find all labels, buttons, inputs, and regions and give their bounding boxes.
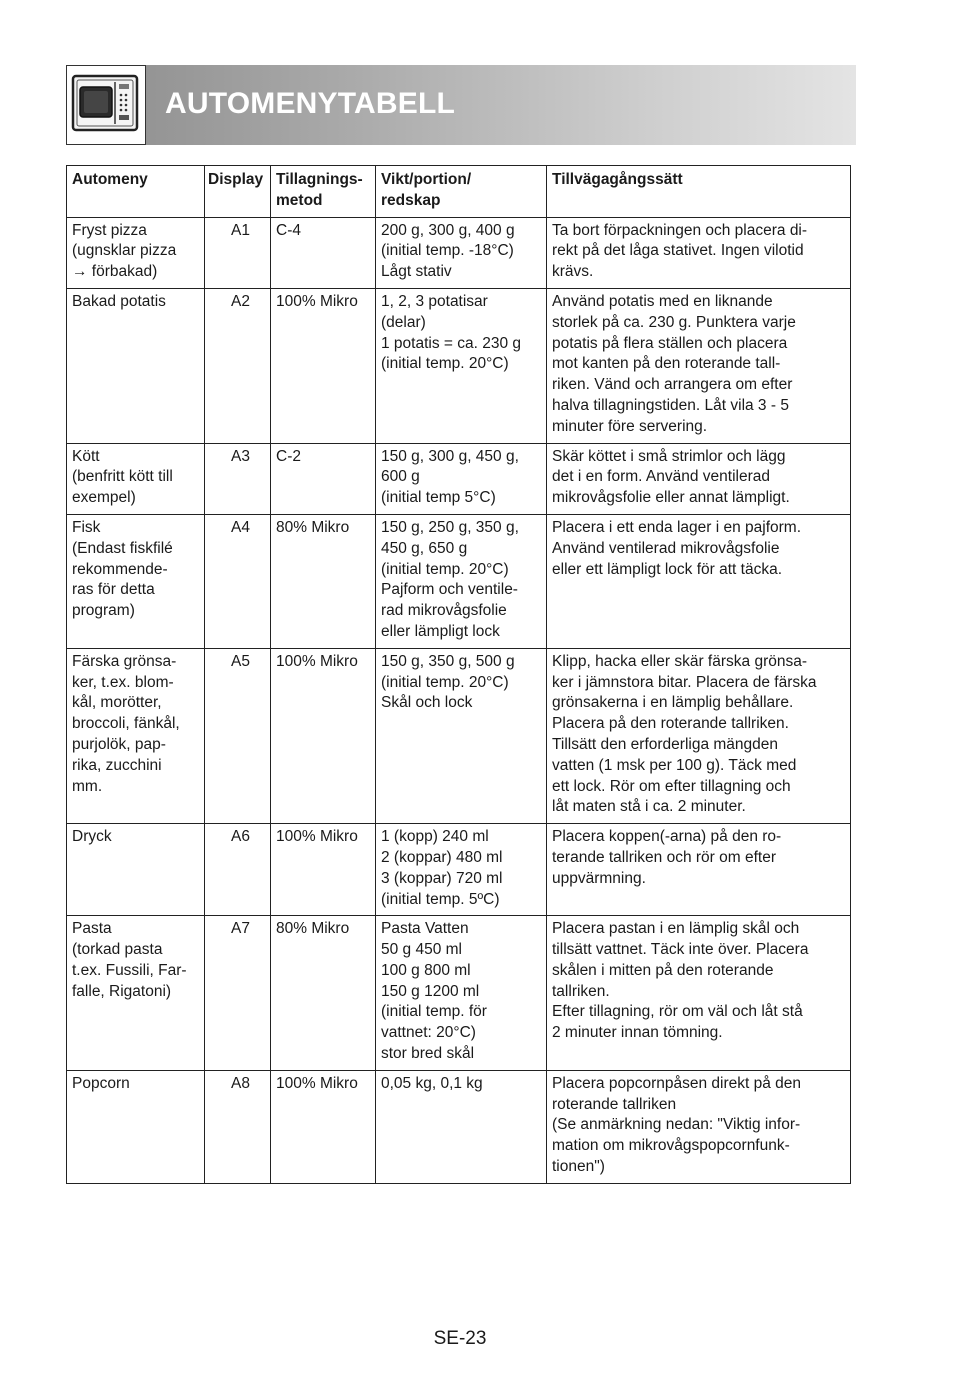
cell-menu: Fryst pizza (ugnsklar pizza → förbakad) (67, 217, 205, 288)
cell-weight: Pasta Vatten 50 g 450 ml 100 g 800 ml 150 g 1200 ml (initial temp. för vattnet: 20°C) stor bred skål (376, 916, 547, 1071)
cell-display: A2 (205, 288, 271, 443)
cell-procedure: Använd potatis med en liknande storlek på ca. 230 g. Punktera varje potatis på flera ställen och placera mot kanten på den roterande tall- riken. Vänd och arrangera om efter halva tillagningstiden. Låt vila 3 - 5 minuter före servering. (547, 288, 851, 443)
table-row (67, 514, 851, 648)
cell-menu: Pasta (torkad pasta t.ex. Fussili, Far- falle, Rigatoni) (67, 916, 205, 1071)
page-title: AUTOMENYTABELL (165, 87, 456, 120)
table-row (67, 217, 851, 288)
table-row (67, 648, 851, 823)
cell-display: A6 (205, 824, 271, 916)
table-row (67, 1070, 851, 1183)
cell-weight: 1 (kopp) 240 ml 2 (koppar) 480 ml 3 (koppar) 720 ml (initial temp. 5ºC) (376, 824, 547, 916)
cell-procedure: Placera pastan i en lämplig skål och tillsätt vattnet. Täck inte över. Placera skålen i mitten på den roterande tallriken. Efter tillagning, rör om väl och låt stå 2 minuter innan tömning. (547, 916, 851, 1071)
microwave-icon-box (66, 65, 146, 145)
cell-display: A1 (205, 217, 271, 288)
cell-method: 100% Mikro (271, 648, 376, 823)
table-row (67, 443, 851, 514)
cell-display: A7 (205, 916, 271, 1071)
cell-procedure: Placera i ett enda lager i en pajform. Använd ventilerad mikrovågsfolie eller ett lämpligt lock för att täcka. (547, 514, 851, 648)
cell-weight: 1, 2, 3 potatisar (delar) 1 potatis = ca. 230 g (initial temp. 20°C) (376, 288, 547, 443)
cell-weight: 200 g, 300 g, 400 g (initial temp. -18°C) Lågt stativ (376, 217, 547, 288)
section-header (66, 65, 856, 145)
table-row (67, 824, 851, 916)
automenu-table (66, 165, 851, 1184)
cell-display: A3 (205, 443, 271, 514)
cell-display: A4 (205, 514, 271, 648)
header-method: Tillagnings- metod (271, 166, 376, 218)
cell-display: A5 (205, 648, 271, 823)
cell-procedure: Skär köttet i små strimlor och lägg det i en form. Använd ventilerad mikrovågsfolie eller annat lämpligt. (547, 443, 851, 514)
cell-method: C-4 (271, 217, 376, 288)
cell-procedure: Placera koppen(-arna) på den ro- terande tallriken och rör om efter uppvärmning. (547, 824, 851, 916)
table-row (67, 288, 851, 443)
cell-menu: Dryck (67, 824, 205, 916)
cell-menu: Popcorn (67, 1070, 205, 1183)
cell-procedure: Klipp, hacka eller skär färska grönsa- ker i jämnstora bitar. Placera de färska grönsakerna i en lämplig behållare. Placera på den roterande tallriken. Tillsätt den erforderliga mängden vatten (1 msk per 100 g). Täck med ett lock. Rör om efter tillagning och låt maten stå i ca. 2 minuter. (547, 648, 851, 823)
table-header-row (67, 166, 851, 218)
header-weight: Vikt/portion/ redskap (376, 166, 547, 218)
cell-menu: Färska grönsa- ker, t.ex. blom- kål, morötter, broccoli, fänkål, purjolök, pap- rika, zucchini mm. (67, 648, 205, 823)
cell-method: 100% Mikro (271, 288, 376, 443)
cell-method: 100% Mikro (271, 824, 376, 916)
cell-method: 80% Mikro (271, 514, 376, 648)
cell-procedure: Placera popcornpåsen direkt på den roterande tallriken (Se anmärkning nedan: "Viktig infor- mation om mikrovågspopcornfunk- tionen") (547, 1070, 851, 1183)
cell-method: 100% Mikro (271, 1070, 376, 1183)
cell-display: A8 (205, 1070, 271, 1183)
header-display: Display (205, 166, 271, 218)
cell-method: 80% Mikro (271, 916, 376, 1071)
header-procedure: Tillvägagångssätt (547, 166, 851, 218)
cell-menu: Fisk (Endast fiskfilé rekommende- ras för detta program) (67, 514, 205, 648)
page-number: SE-23 (433, 1328, 487, 1349)
cell-weight: 150 g, 350 g, 500 g (initial temp. 20°C) Skål och lock (376, 648, 547, 823)
cell-weight: 150 g, 300 g, 450 g, 600 g (initial temp 5°C) (376, 443, 547, 514)
cell-weight: 0,05 kg, 0,1 kg (376, 1070, 547, 1183)
cell-method: C-2 (271, 443, 376, 514)
header-automeny: Automeny (67, 166, 205, 218)
cell-weight: 150 g, 250 g, 350 g, 450 g, 650 g (initial temp. 20°C) Pajform och ventile- rad mikrovågsfolie eller lämpligt lock (376, 514, 547, 648)
cell-menu: Kött (benfritt kött till exempel) (67, 443, 205, 514)
table-row (67, 916, 851, 1071)
cell-menu: Bakad potatis (67, 288, 205, 443)
cell-procedure: Ta bort förpackningen och placera di- rekt på det låga stativet. Ingen vilotid krävs. (547, 217, 851, 288)
microwave-icon (71, 74, 141, 134)
